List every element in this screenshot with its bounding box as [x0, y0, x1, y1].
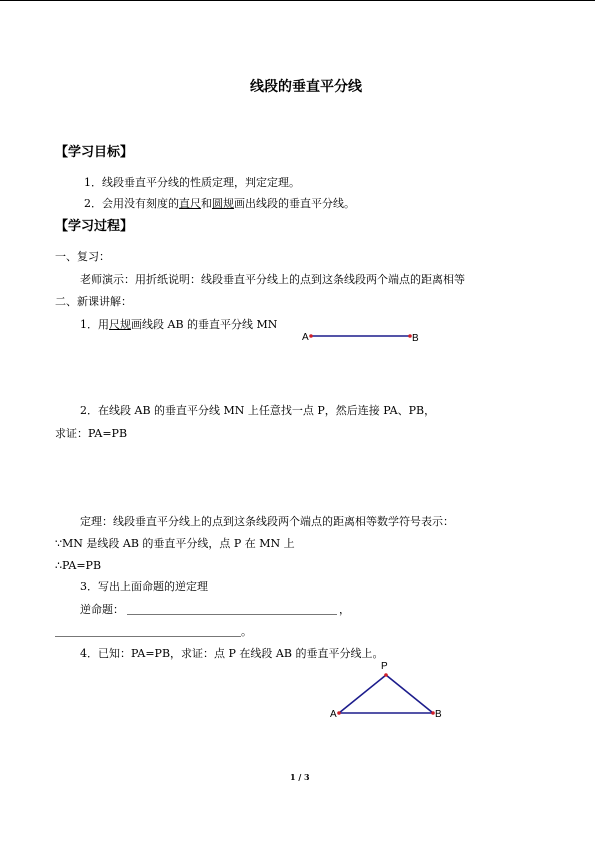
- review-text: 老师演示：用折纸说明：线段垂直平分线上的点到这条线段两个端点的距离相等: [80, 273, 465, 286]
- label-a: A: [302, 332, 309, 343]
- vertex-p: [384, 673, 388, 677]
- segment-pb: [386, 675, 433, 713]
- theorem-text: 定理：线段垂直平分线上的点到这条线段两个端点的距离相等数学符号表示：: [80, 515, 454, 528]
- converse-comma: ，: [339, 603, 350, 616]
- segment-pa: [339, 675, 386, 713]
- converse-label: 逆命题：: [80, 603, 124, 616]
- converse-period: 。: [241, 625, 252, 638]
- section-heading-process: 【学习过程】: [55, 219, 134, 234]
- label-b: B: [412, 333, 419, 344]
- item-1: 1．用尺规画线段 AB 的垂直平分线 MN: [80, 318, 278, 331]
- prove-statement: 求证：PA=PB: [55, 427, 128, 440]
- vertex-a: [337, 711, 341, 715]
- new-lesson-heading: 二、新课讲解：: [55, 295, 132, 308]
- item-2: 2．在线段 AB 的垂直平分线 MN 上任意找一点 P，然后连接 PA、PB，: [80, 404, 436, 417]
- therefore-line: ∴PA=PB: [55, 559, 102, 572]
- item-4: 4．已知：PA=PB，求证：点 P 在线段 AB 的垂直平分线上。: [80, 647, 384, 660]
- because-line: ∵MN 是线段 AB 的垂直平分线，点 P 在 MN 上: [55, 537, 295, 550]
- label-a-2: A: [330, 709, 337, 720]
- page-number: 1 / 3: [290, 772, 310, 782]
- label-p: P: [381, 661, 388, 672]
- goal-2: 2．会用没有刻度的直尺和圆规画出线段的垂直平分线。: [84, 197, 355, 210]
- review-heading: 一、复习：: [55, 250, 110, 263]
- goal-1: 1．线段垂直平分线的性质定理，判定定理。: [84, 176, 300, 189]
- label-b-2: B: [435, 709, 442, 720]
- page-title: 线段的垂直平分线: [250, 79, 362, 95]
- item-3: 3．写出上面命题的逆定理: [80, 580, 208, 593]
- section-heading-goals: 【学习目标】: [55, 145, 134, 160]
